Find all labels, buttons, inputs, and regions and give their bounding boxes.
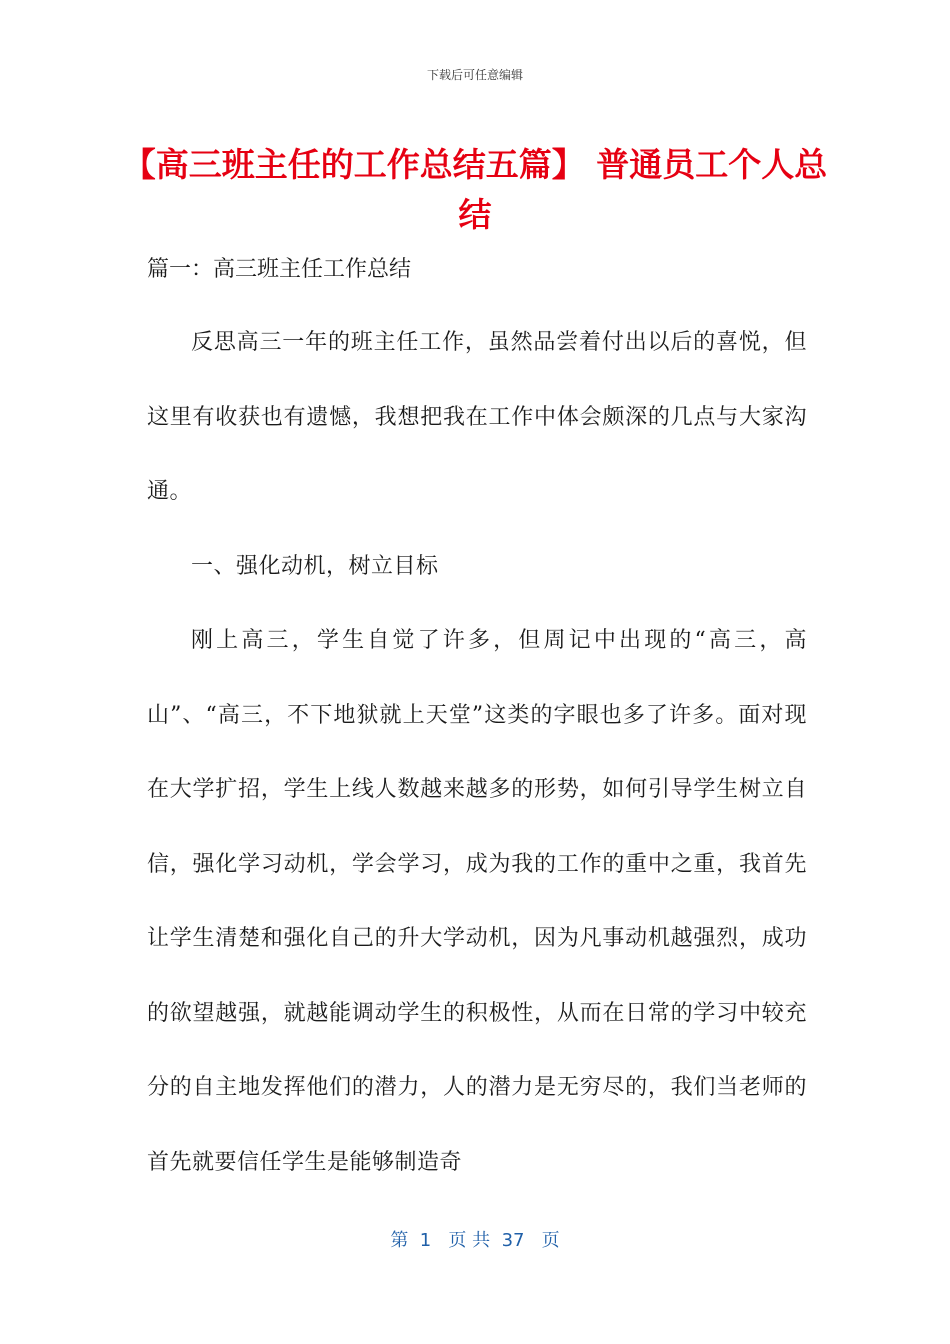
paragraph-body: 刚上高三，学生自觉了许多，但周记中出现的“高三，高山”、“高三，不下地狱就上天堂”这类的字眼也多了许多。面对现在大学扩招，学生上线人数越来越多的形势，如何引导学生树立自信，强化学习动机，学会学习，成为我的工作的重中之重，我首先让学生清楚和强化自己的升大学动机，因为凡事动机越强烈，成功的欲望越强，就越能调动学生的积极性，从而在日常的学习中较充分的自主地发挥他们的潜力，人的潜力是无穷尽的，我们当老师的首先就要信任学生是能够制造奇 [147,628,807,1175]
document-title: 【高三班主任的工作总结五篇】 普通员工个人总结 [122,145,828,234]
page-number-footer: 第 1 页 共 37 页 [390,1230,560,1251]
header-note: 下载后可任意编辑 [426,68,523,82]
subsection-heading: 一、强化动机，树立目标 [191,554,439,579]
section-heading: 篇一：高三班主任工作总结 [147,257,412,282]
paragraph-intro: 反思高三一年的班主任工作，虽然品尝着付出以后的喜悦，但这里有收获也有遗憾，我想把我在工作中体会颇深的几点与大家沟通。 [147,330,807,504]
